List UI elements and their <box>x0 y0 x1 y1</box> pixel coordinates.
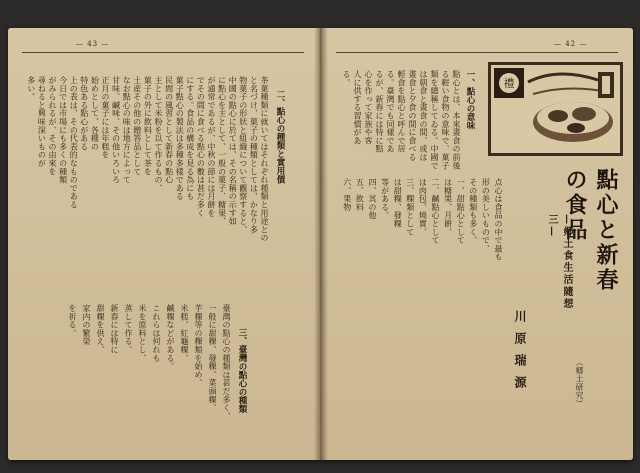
text-column: 一般に甜粿、發粿、菜頭粿、 <box>208 304 217 412</box>
text-column: 茶菓種類に就いてはそれぞれ種類と用途との <box>260 76 269 242</box>
text-column: 多い。 <box>26 76 36 101</box>
right-page <box>322 28 633 460</box>
text-column: 一、甜點心として <box>456 178 466 245</box>
text-column: 五、飲料 <box>355 178 365 212</box>
left-bottom-section-title: 三、臺灣の點心の種類 <box>237 328 247 413</box>
text-column: 晝食と夕食の間に食べる <box>408 70 417 162</box>
text-column: が通常であるが、中秋の節には月餅を <box>207 76 216 218</box>
text-column: 米を原料とし、 <box>138 304 147 363</box>
text-column: 類を總稱してゐる。中國で <box>430 70 439 170</box>
book-gutter <box>314 28 328 460</box>
article-title: 點心と新春の食品 <box>562 168 619 293</box>
stamp-glyph: 禮 <box>503 77 515 90</box>
text-column: 特色ある點心がある <box>79 76 89 151</box>
text-column: る。臺灣でも同樣であ <box>386 70 395 153</box>
text-column: 二、鹹點心として <box>431 178 440 245</box>
text-column: 點心とは、本來晝食の前後 <box>452 70 461 170</box>
text-column: 人に供する習慣があ <box>353 70 362 145</box>
text-column: 甜粿を供え、 <box>96 304 105 354</box>
text-column: 芋粿等の粿類を始め、 <box>194 304 203 387</box>
text-column: 点心は食品の中で最も <box>494 178 503 261</box>
text-column: る。 <box>342 70 351 87</box>
text-column: 新春には特に <box>110 304 119 354</box>
text-column: は朝食と晝食の間、或は <box>419 70 428 162</box>
text-column: 甘味、鹹味、その他いろいろ <box>111 76 121 184</box>
decorative-woodcut-illustration <box>488 62 623 156</box>
text-column: 民間の風習として新春の點心 <box>164 76 174 184</box>
text-column: 蒸して作る。 <box>124 304 133 354</box>
text-column: 菓子點心の製法は多種多樣である <box>175 76 185 201</box>
text-column: 家内の繁榮 <box>82 304 91 346</box>
text-column: 上の表は、その代表的なものである <box>69 76 79 209</box>
text-column: と名づけ、菓子の種類としては、かなり多 <box>249 76 259 234</box>
text-column: なお點心の味は地方によって <box>122 76 132 184</box>
right-header-rule <box>336 52 618 53</box>
text-column: 鹹粿などがある。 <box>166 304 175 371</box>
text-column: がみられるが、その由來を <box>48 76 57 176</box>
text-column: 菓子の外に飲料として茶を <box>143 76 153 176</box>
left-section-title: 二、點心の種類と實用價 <box>275 90 285 184</box>
text-column: 始めとして、各種の <box>90 76 100 151</box>
left-page-number: — 43 — <box>76 40 110 48</box>
right-page-number: — 42 — <box>554 40 588 48</box>
author-note: （郷土研究） <box>575 358 584 408</box>
text-column: るが、新春には特に點 <box>375 70 384 153</box>
article-subtitle: —郷土食生活隨想 三— <box>546 214 572 310</box>
text-column: 中國の點心に於ては、その名稱の示す如 <box>228 76 238 226</box>
text-column: に點心を主として、一般の菓子、糖果、 <box>217 76 227 226</box>
right-section-title: 一、點心の意味 <box>465 70 475 130</box>
text-column: その種類も多く、 <box>468 178 478 245</box>
text-column: 臺灣の點心の種類は甚だ多く、 <box>222 304 231 421</box>
text-column: る輕い食物の意味で、菓子 <box>441 70 450 170</box>
text-column: 今日では市場にも多くの種類 <box>58 76 68 184</box>
text-column: 土産その他の贈答品として <box>132 76 142 176</box>
author-name: 川原瑞源 <box>513 310 527 398</box>
text-column: を祈る。 <box>68 304 77 338</box>
text-column: にする。食品の構成を見る為にも <box>185 76 195 201</box>
text-column: は甜粿、發粿 <box>393 178 403 228</box>
text-column: 正月の菓子には年糕を <box>101 76 110 159</box>
text-column: 等がある。 <box>380 178 390 220</box>
text-column: は糖果、月餅、 <box>443 178 453 237</box>
open-book <box>8 28 633 460</box>
text-column: 尋ねると興味深いものが <box>37 76 47 168</box>
text-column: 心を作って家族や客 <box>364 70 373 145</box>
text-column: は肉包、燒賣、 <box>418 178 428 237</box>
left-page <box>8 28 319 460</box>
text-column: 四、其の他 <box>368 178 377 220</box>
text-column: これらは何れも <box>152 304 161 363</box>
left-header-rule <box>22 52 304 53</box>
text-column: 形の美しいもので、 <box>481 178 491 253</box>
text-column: 物菓子の形狀と組織について觀察すると、 <box>238 76 248 234</box>
text-column: 三、粿類として <box>405 178 415 237</box>
text-column: 輕食を點心と呼んで居 <box>397 70 406 153</box>
text-column: 米糕、紅龜粿、 <box>180 304 189 363</box>
text-column: 主として米粉を以て作るもの、 <box>154 76 163 193</box>
text-column: でその間に食べる點心の數は甚だ多く <box>196 76 206 218</box>
text-column: 六、果物 <box>342 178 352 212</box>
